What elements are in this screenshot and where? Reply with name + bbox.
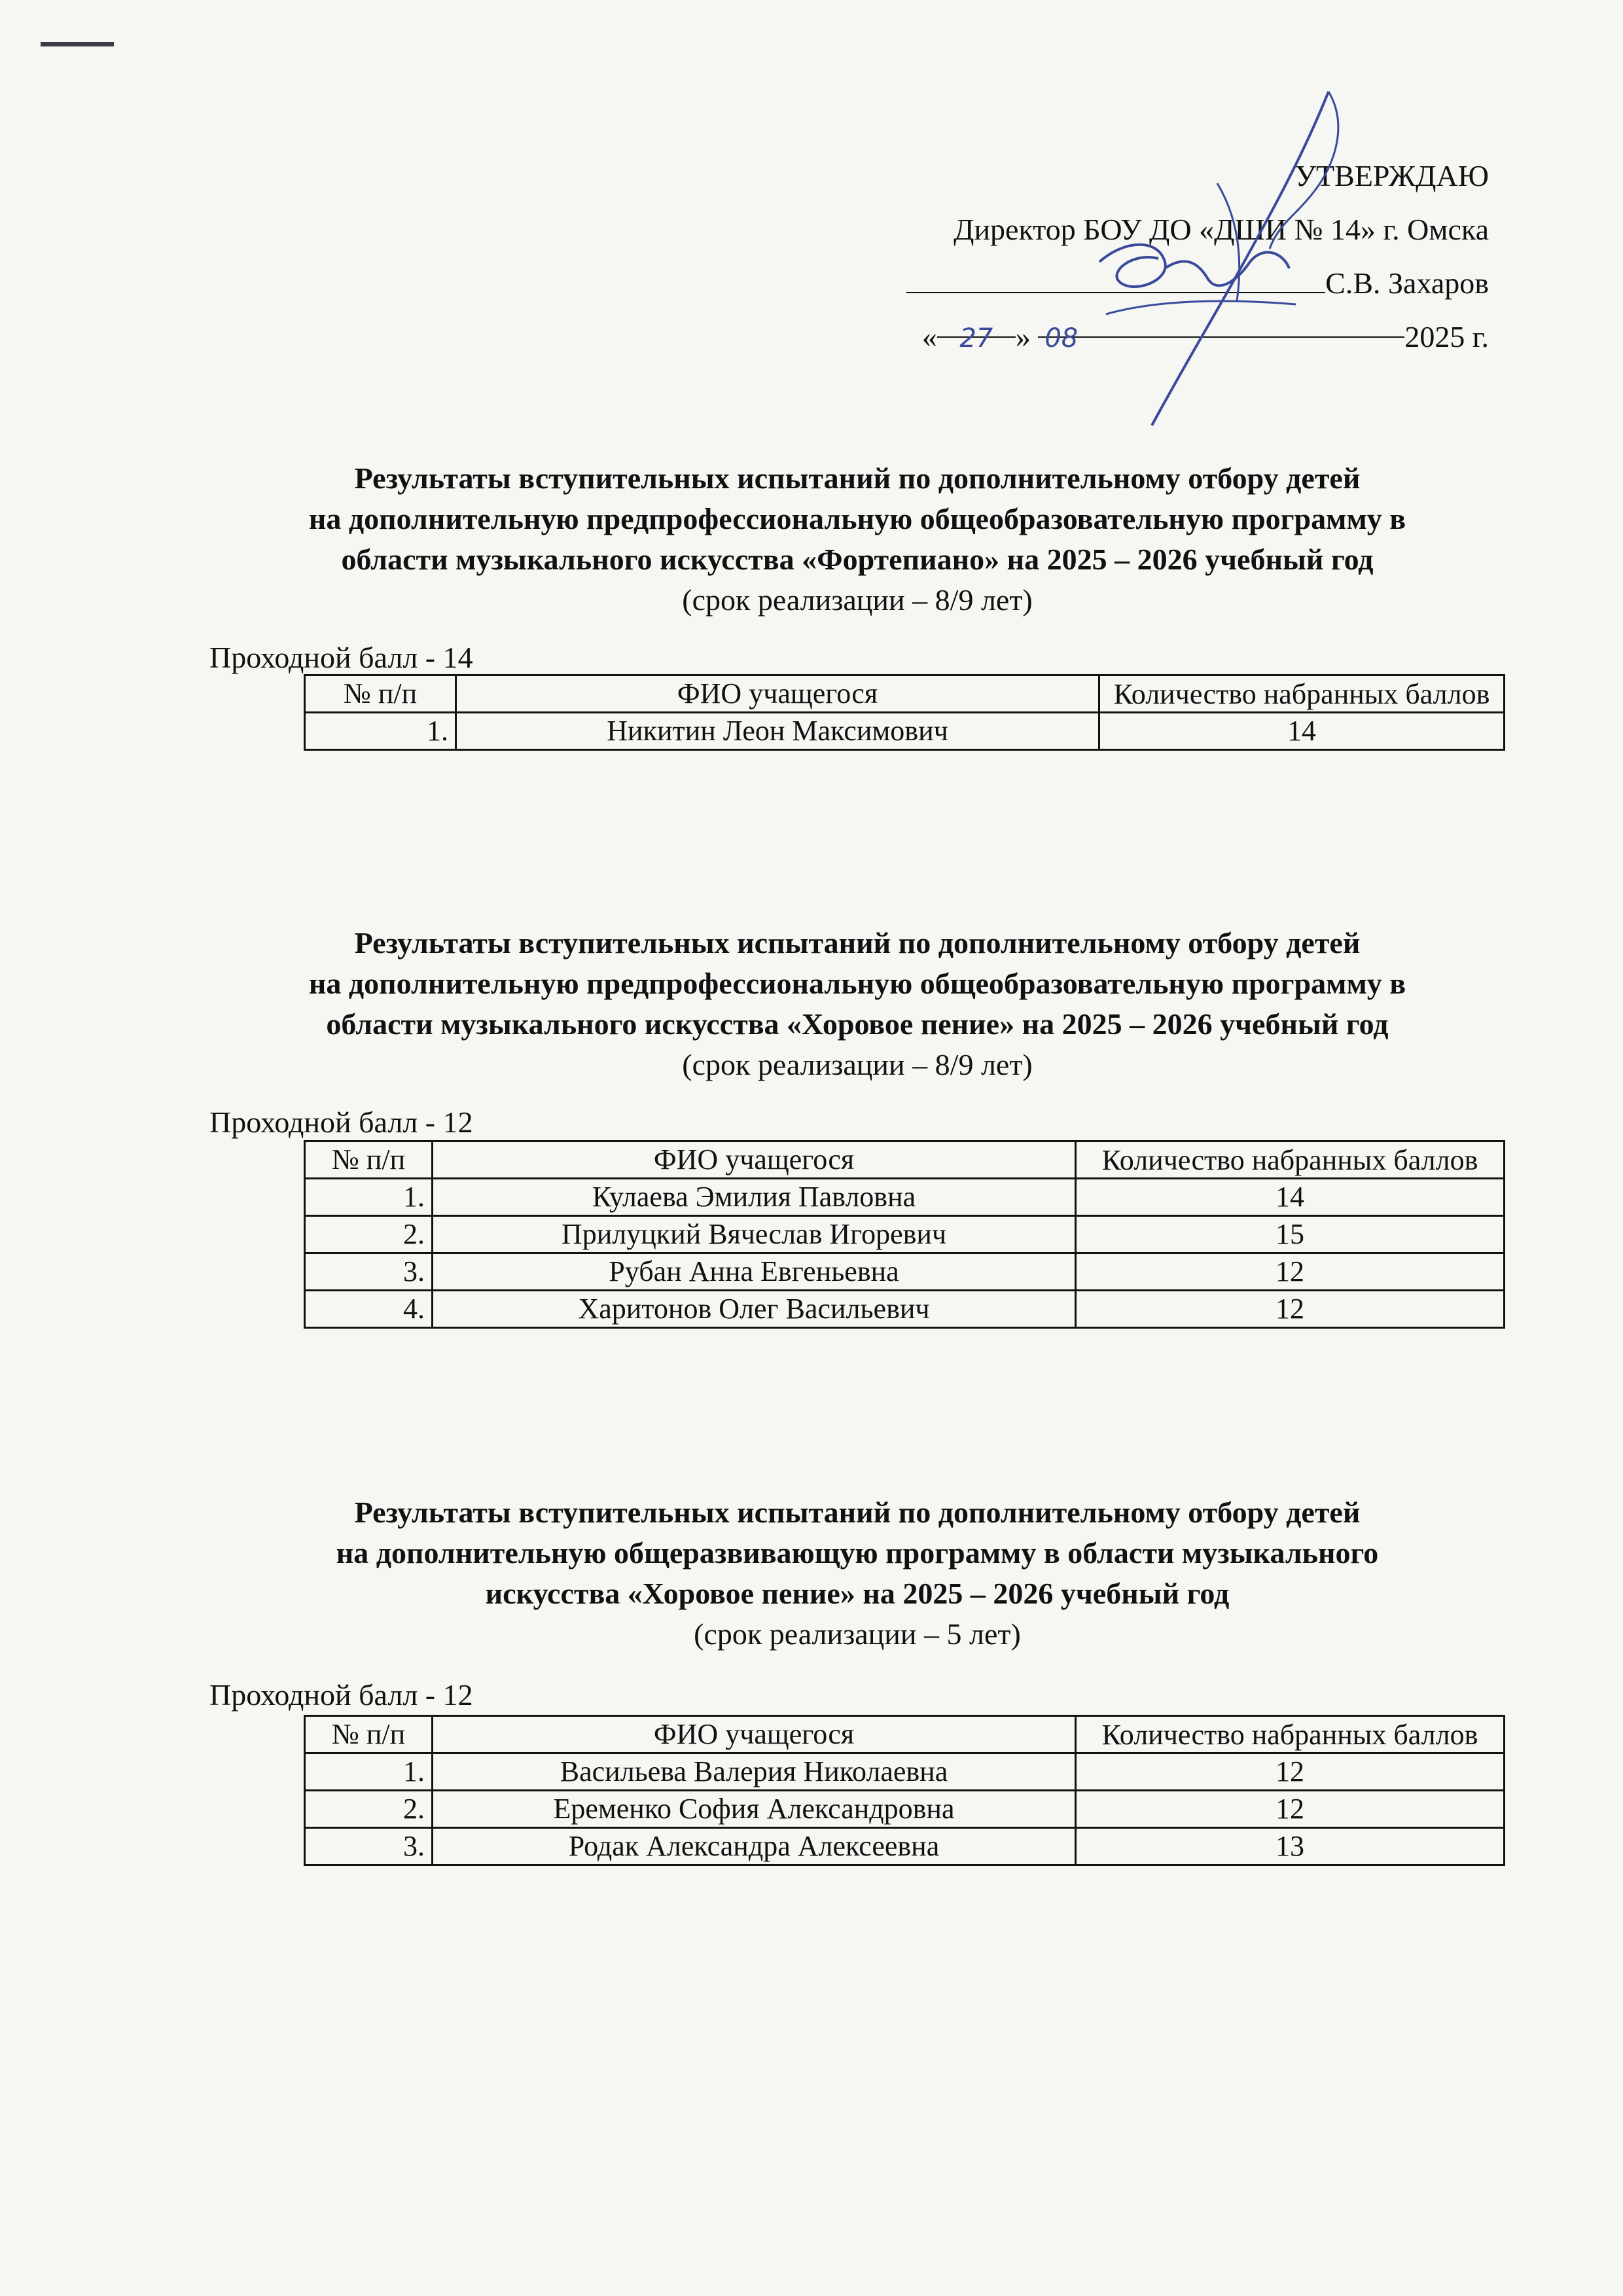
table-row: [305, 1253, 1505, 1291]
date-year: 2025 г.: [1404, 320, 1489, 353]
approval-title: УТВЕРЖДАЮ: [1294, 159, 1489, 192]
table-row: [305, 1791, 1505, 1828]
section-heading: [209, 1492, 1505, 1614]
scan-edge-mark: [41, 42, 114, 46]
term-note: (срок реализации – 8/9 лет): [682, 583, 1033, 617]
results-table-3: [304, 1715, 1505, 1866]
heading-line-2: на дополнительную предпрофессиональную общеобразовательную программу в: [308, 502, 1406, 535]
row-score: 12: [1076, 1791, 1505, 1828]
column-header-num: № п/п: [305, 1716, 433, 1753]
passing-score-3: Проходной балл - 12: [209, 1678, 473, 1712]
row-name: Родак Александра Алексеевна: [433, 1828, 1076, 1865]
table-row: [305, 1828, 1505, 1865]
row-num: 1.: [305, 1179, 433, 1216]
approval-position: Директор БОУ ДО «ДШИ № 14» г. Омска: [954, 213, 1489, 246]
section-heading: [209, 458, 1505, 580]
row-name: Рубан Анна Евгеньевна: [433, 1253, 1076, 1291]
heading-line-1: Результаты вступительных испытаний по дополнительному отбору детей: [354, 461, 1361, 495]
table-row: [305, 1753, 1505, 1791]
row-name: Никитин Леон Максимович: [456, 713, 1099, 750]
row-num: 2.: [305, 1216, 433, 1253]
table-header-row: [305, 1716, 1505, 1753]
row-num: 2.: [305, 1791, 433, 1828]
date-month: 08: [1044, 323, 1079, 353]
row-score: 14: [1099, 713, 1505, 750]
table-row: [305, 1216, 1505, 1253]
row-num: 1.: [305, 1753, 433, 1791]
column-header-num: № п/п: [305, 675, 456, 713]
term-note: (срок реализации – 8/9 лет): [682, 1048, 1033, 1081]
passing-score-2: Проходной балл - 12: [209, 1105, 473, 1139]
heading-line-2: на дополнительную предпрофессиональную общеобразовательную программу в: [308, 967, 1406, 1000]
results-section-3: [209, 1492, 1505, 1655]
table-header-row: [305, 675, 1505, 713]
handwritten-signature: [1021, 85, 1387, 452]
heading-line-3: области музыкального искусства «Фортепиано» на 2025 – 2026 учебный год: [341, 543, 1374, 576]
column-header-name: ФИО учащегося: [456, 675, 1099, 713]
row-score: 12: [1076, 1291, 1505, 1328]
column-header-num: № п/п: [305, 1141, 433, 1179]
column-header-name: ФИО учащегося: [433, 1141, 1076, 1179]
row-score: 12: [1076, 1753, 1505, 1791]
results-table-2: [304, 1140, 1505, 1329]
table-row: [305, 1291, 1505, 1328]
heading-line-1: Результаты вступительных испытаний по дополнительному отбору детей: [354, 1496, 1361, 1529]
heading-line-3: области музыкального искусства «Хоровое пение» на 2025 – 2026 учебный год: [326, 1007, 1389, 1041]
date-day: 27: [959, 323, 993, 353]
results-table-1: [304, 674, 1505, 751]
table-header-row: [305, 1141, 1505, 1179]
heading-line-1: Результаты вступительных испытаний по дополнительному отбору детей: [354, 926, 1361, 960]
row-name: Кулаева Эмилия Павловна: [433, 1179, 1076, 1216]
row-name: Еременко София Александровна: [433, 1791, 1076, 1828]
date-close-quote: »: [1015, 320, 1031, 353]
table-row: [305, 1179, 1505, 1216]
heading-line-3: искусства «Хоровое пение» на 2025 – 2026 учебный год: [485, 1577, 1230, 1610]
row-num: 1.: [305, 713, 456, 750]
results-section-1: [209, 458, 1505, 620]
approval-name: С.В. Захаров: [1325, 266, 1489, 300]
passing-score-1: Проходной балл - 14: [209, 641, 473, 674]
row-num: 3.: [305, 1828, 433, 1865]
table-row: [305, 713, 1505, 750]
column-header-score: Количество набранных баллов: [1099, 675, 1505, 713]
date-open-quote: «: [921, 320, 937, 353]
row-name: Харитонов Олег Васильевич: [433, 1291, 1076, 1328]
results-section-2: [209, 923, 1505, 1085]
row-score: 14: [1076, 1179, 1505, 1216]
row-num: 4.: [305, 1291, 433, 1328]
heading-line-2: на дополнительную общеразвивающую программу в области музыкального: [336, 1536, 1379, 1570]
row-name: Прилуцкий Вячеслав Игоревич: [433, 1216, 1076, 1253]
row-name: Васильева Валерия Николаевна: [433, 1753, 1076, 1791]
row-score: 13: [1076, 1828, 1505, 1865]
column-header-score: Количество набранных баллов: [1076, 1716, 1505, 1753]
column-header-name: ФИО учащегося: [433, 1716, 1076, 1753]
row-score: 12: [1076, 1253, 1505, 1291]
date-day-blank: [937, 310, 1016, 353]
row-num: 3.: [305, 1253, 433, 1291]
row-score: 15: [1076, 1216, 1505, 1253]
column-header-score: Количество набранных баллов: [1076, 1141, 1505, 1179]
section-heading: [209, 923, 1505, 1045]
term-note: (срок реализации – 5 лет): [694, 1617, 1021, 1651]
